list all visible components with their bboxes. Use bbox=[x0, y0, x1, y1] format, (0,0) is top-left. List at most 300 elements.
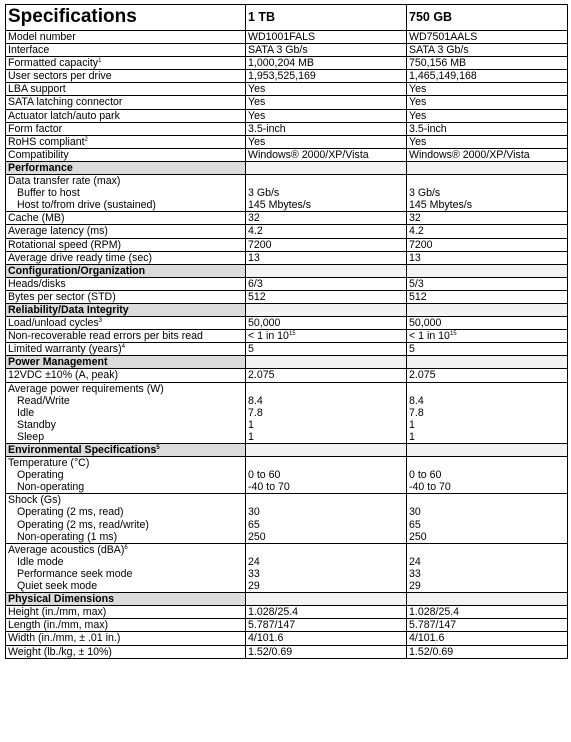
spec-value-text: Yes bbox=[248, 135, 266, 148]
section-heading-text: Performance bbox=[8, 161, 73, 174]
table-row bbox=[6, 251, 568, 264]
value-750gb-cell bbox=[407, 290, 568, 303]
spec-label-cell bbox=[6, 225, 246, 238]
spec-value bbox=[248, 431, 404, 443]
spec-value-text: 6/3 bbox=[248, 277, 263, 290]
spec-sublabel bbox=[8, 506, 243, 518]
section-blank-cell bbox=[246, 444, 407, 457]
spec-label-cell bbox=[6, 632, 246, 645]
table-row bbox=[6, 83, 568, 96]
table-row bbox=[6, 225, 568, 238]
spec-label bbox=[8, 494, 243, 506]
spec-label-text: RoHS compliant bbox=[8, 135, 85, 148]
spec-value-text: 50,000 bbox=[409, 317, 442, 330]
spec-value-text: Yes bbox=[248, 109, 266, 122]
spec-label bbox=[8, 136, 243, 148]
spec-label-cell bbox=[6, 645, 246, 658]
spec-value bbox=[409, 407, 565, 419]
value-750gb-cell bbox=[407, 606, 568, 619]
value-1tb-cell bbox=[246, 317, 407, 330]
spec-value bbox=[248, 57, 404, 69]
section-heading bbox=[6, 264, 246, 277]
spec-value bbox=[409, 646, 565, 658]
spec-value-text: 5.787/147 bbox=[248, 619, 296, 632]
column-header-750gb: 750 GB bbox=[407, 5, 568, 31]
value-750gb-cell bbox=[407, 317, 568, 330]
spec-sublabel bbox=[8, 481, 243, 493]
section-heading-text: Physical Dimensions bbox=[8, 593, 114, 606]
value-750gb-cell bbox=[407, 122, 568, 135]
spec-value-text: 0 to 60 bbox=[409, 469, 442, 482]
spec-label-text: Temperature (°C) bbox=[8, 457, 90, 470]
spec-value bbox=[409, 457, 565, 469]
spec-label-cell bbox=[6, 317, 246, 330]
spec-value bbox=[248, 239, 404, 251]
table-row bbox=[6, 619, 568, 632]
spec-label-cell bbox=[6, 251, 246, 264]
spec-label bbox=[8, 383, 243, 395]
spec-label-text: 12VDC ±10% (A, peak) bbox=[8, 369, 119, 382]
spec-label-cell bbox=[6, 543, 246, 592]
spec-value-text: 4.2 bbox=[409, 225, 424, 238]
section-blank-cell bbox=[407, 444, 568, 457]
value-750gb-cell bbox=[407, 135, 568, 148]
section-heading-text: Reliability/Data Integrity bbox=[8, 303, 129, 316]
value-1tb-cell bbox=[246, 175, 407, 212]
spec-label-cell bbox=[6, 277, 246, 290]
spec-value bbox=[409, 199, 565, 211]
spec-value-text: 5 bbox=[248, 343, 254, 356]
section-heading-text: Power Management bbox=[8, 356, 108, 369]
spec-value-text: 512 bbox=[248, 290, 266, 303]
spec-value bbox=[409, 568, 565, 580]
value-750gb-cell bbox=[407, 645, 568, 658]
value-1tb-cell bbox=[246, 31, 407, 44]
spec-label-text: SATA latching connector bbox=[8, 96, 123, 109]
spec-value-text: SATA 3 Gb/s bbox=[248, 44, 308, 57]
spec-label-text: Compatibility bbox=[8, 148, 69, 161]
value-750gb-cell bbox=[407, 330, 568, 343]
spec-label-text: Weight (lb./kg, ± 10%) bbox=[8, 645, 112, 658]
value-1tb-cell bbox=[246, 619, 407, 632]
table-row bbox=[6, 317, 568, 330]
spec-value-text: Yes bbox=[409, 109, 427, 122]
spec-value-text: 1 bbox=[248, 418, 254, 431]
table-row bbox=[6, 457, 568, 494]
spec-value bbox=[409, 31, 565, 43]
spec-label-text: Heads/disks bbox=[8, 277, 66, 290]
spec-value-text: 1.028/25.4 bbox=[409, 606, 460, 619]
value-1tb-cell bbox=[246, 382, 407, 443]
spec-value-text: 3 Gb/s bbox=[409, 187, 441, 200]
specifications-table bbox=[5, 4, 568, 659]
spec-value bbox=[248, 252, 404, 264]
spec-label-cell bbox=[6, 135, 246, 148]
value-750gb-cell bbox=[407, 382, 568, 443]
spec-value-text: WD7501AALS bbox=[409, 31, 478, 43]
value-1tb-cell bbox=[246, 148, 407, 161]
spec-value bbox=[409, 239, 565, 251]
value-750gb-cell bbox=[407, 70, 568, 83]
spec-value bbox=[248, 330, 404, 342]
spec-value-text: 65 bbox=[248, 518, 260, 531]
spec-value bbox=[248, 419, 404, 431]
value-1tb-cell bbox=[246, 330, 407, 343]
spec-value bbox=[409, 291, 565, 303]
value-1tb-cell bbox=[246, 645, 407, 658]
section-header-row bbox=[6, 264, 568, 277]
value-750gb-cell bbox=[407, 277, 568, 290]
table-row bbox=[6, 382, 568, 443]
spec-label-cell bbox=[6, 457, 246, 494]
value-750gb-cell bbox=[407, 109, 568, 122]
spec-value bbox=[248, 83, 404, 95]
spec-value-text: 5 bbox=[409, 343, 415, 356]
spec-value bbox=[409, 252, 565, 264]
table-row bbox=[6, 70, 568, 83]
spec-value bbox=[409, 330, 565, 342]
spec-label-text: Rotational speed (RPM) bbox=[8, 238, 122, 251]
spec-value bbox=[409, 212, 565, 224]
spec-value bbox=[409, 544, 565, 556]
table-row bbox=[6, 148, 568, 161]
spec-value-text: 1.52/0.69 bbox=[248, 645, 293, 658]
value-1tb-cell bbox=[246, 606, 407, 619]
spec-label bbox=[8, 606, 243, 618]
spec-label-cell bbox=[6, 109, 246, 122]
spec-value bbox=[409, 383, 565, 395]
spec-label bbox=[8, 175, 243, 187]
spec-value bbox=[248, 395, 404, 407]
spec-label bbox=[8, 457, 243, 469]
table-header-row bbox=[6, 5, 568, 31]
spec-value bbox=[248, 317, 404, 329]
spec-value-text: 1 bbox=[248, 430, 254, 443]
spec-value-text: 512 bbox=[409, 290, 427, 303]
value-1tb-cell bbox=[246, 135, 407, 148]
value-750gb-cell bbox=[407, 96, 568, 109]
spec-label-cell bbox=[6, 343, 246, 356]
spec-sublabel bbox=[8, 519, 243, 531]
spec-label-text: Operating bbox=[17, 469, 64, 482]
spec-sublabel bbox=[8, 199, 243, 211]
spec-value bbox=[409, 556, 565, 568]
table-row bbox=[6, 606, 568, 619]
spec-label-text: Average power requirements (W) bbox=[8, 382, 164, 395]
table-row bbox=[6, 543, 568, 592]
value-1tb-cell bbox=[246, 96, 407, 109]
spec-label-text: Model number bbox=[8, 31, 76, 43]
spec-label-text: Non-recoverable read errors per bits read bbox=[8, 330, 203, 343]
spec-label bbox=[8, 317, 243, 329]
section-blank-cell bbox=[246, 356, 407, 369]
spec-label bbox=[8, 83, 243, 95]
spec-value bbox=[248, 96, 404, 108]
value-750gb-cell bbox=[407, 619, 568, 632]
value-750gb-cell bbox=[407, 31, 568, 44]
footnote-marker: 6 bbox=[124, 544, 128, 551]
spec-label-text: Host to/from drive (sustained) bbox=[17, 199, 156, 212]
spec-value-text: 5.787/147 bbox=[409, 619, 457, 632]
spec-label-text: Average drive ready time (sec) bbox=[8, 251, 153, 264]
spec-value-text: 13 bbox=[248, 251, 260, 264]
spec-value bbox=[409, 44, 565, 56]
section-blank-cell bbox=[246, 303, 407, 316]
spec-value bbox=[248, 383, 404, 395]
spec-value bbox=[248, 136, 404, 148]
table-row bbox=[6, 44, 568, 57]
spec-label bbox=[8, 31, 243, 43]
spec-value bbox=[248, 199, 404, 211]
table-row bbox=[6, 277, 568, 290]
spec-value bbox=[409, 175, 565, 187]
value-1tb-cell bbox=[246, 543, 407, 592]
section-heading bbox=[6, 161, 246, 174]
spec-value-text: 50,000 bbox=[248, 317, 281, 330]
spec-value-text: 1,465,149,168 bbox=[409, 70, 477, 83]
value-1tb-cell bbox=[246, 212, 407, 225]
value-1tb-cell bbox=[246, 57, 407, 70]
spec-label bbox=[8, 632, 243, 644]
spec-label bbox=[8, 149, 243, 161]
section-heading bbox=[6, 303, 246, 316]
spec-label-cell bbox=[6, 212, 246, 225]
table-row bbox=[6, 238, 568, 251]
spec-label-text: User sectors per drive bbox=[8, 70, 112, 83]
value-750gb-cell bbox=[407, 83, 568, 96]
spec-label bbox=[8, 291, 243, 303]
spec-value bbox=[248, 123, 404, 135]
value-1tb-cell bbox=[246, 277, 407, 290]
spec-value-text: 13 bbox=[409, 251, 421, 264]
table-row bbox=[6, 343, 568, 356]
spec-label-cell bbox=[6, 382, 246, 443]
value-750gb-cell bbox=[407, 369, 568, 382]
spec-value-text: -40 to 70 bbox=[409, 481, 451, 494]
spec-value bbox=[248, 212, 404, 224]
spec-label bbox=[8, 70, 243, 82]
spec-value-text: < 1 in 10 bbox=[248, 330, 289, 343]
spec-value-text: 750,156 MB bbox=[409, 57, 467, 70]
spec-sublabel bbox=[8, 419, 243, 431]
spec-value-text: 7.8 bbox=[248, 406, 263, 419]
spec-sublabel bbox=[8, 407, 243, 419]
spec-value bbox=[248, 369, 404, 381]
spec-value-text: 1,953,525,169 bbox=[248, 70, 316, 83]
spec-value bbox=[248, 175, 404, 187]
spec-value bbox=[409, 469, 565, 481]
spec-value bbox=[248, 110, 404, 122]
spec-value-text: 4.2 bbox=[248, 225, 263, 238]
value-1tb-cell bbox=[246, 238, 407, 251]
spec-value bbox=[409, 580, 565, 592]
spec-label-cell bbox=[6, 175, 246, 212]
spec-value-text: 4/101.6 bbox=[409, 632, 445, 645]
value-750gb-cell bbox=[407, 44, 568, 57]
spec-label-text: Idle mode bbox=[17, 555, 64, 568]
spec-label-cell bbox=[6, 290, 246, 303]
section-blank-cell bbox=[407, 161, 568, 174]
exponent-marker: 15 bbox=[449, 331, 457, 338]
spec-label-text: Formatted capacity bbox=[8, 57, 99, 70]
spec-value-text: 65 bbox=[409, 518, 421, 531]
section-blank-cell bbox=[407, 356, 568, 369]
spec-sublabel bbox=[8, 431, 243, 443]
spec-sublabel bbox=[8, 556, 243, 568]
spec-value-text: 4/101.6 bbox=[248, 632, 284, 645]
spec-value-text: 5/3 bbox=[409, 277, 424, 290]
value-1tb-cell bbox=[246, 343, 407, 356]
column-header-1tb: 1 TB bbox=[246, 5, 407, 31]
spec-label-text: Average latency (ms) bbox=[8, 225, 108, 238]
spec-sublabel bbox=[8, 568, 243, 580]
value-750gb-cell bbox=[407, 494, 568, 543]
value-1tb-cell bbox=[246, 225, 407, 238]
section-blank-cell bbox=[407, 593, 568, 606]
footnote-marker: 5 bbox=[156, 445, 160, 451]
spec-label-cell bbox=[6, 57, 246, 70]
table-row bbox=[6, 369, 568, 382]
value-1tb-cell bbox=[246, 44, 407, 57]
spec-value-text: 250 bbox=[248, 530, 266, 543]
spec-value-text: 8.4 bbox=[248, 394, 263, 407]
spec-label-cell bbox=[6, 369, 246, 382]
spec-value bbox=[409, 136, 565, 148]
spec-value-text: WD1001FALS bbox=[248, 31, 316, 43]
spec-label-text: Standby bbox=[17, 418, 56, 431]
section-header-row bbox=[6, 593, 568, 606]
value-1tb-cell bbox=[246, 109, 407, 122]
spec-value-text: 1.52/0.69 bbox=[409, 645, 454, 658]
spec-label-text: Limited warranty (years) bbox=[8, 343, 122, 356]
spec-value bbox=[248, 568, 404, 580]
spec-label-text: LBA support bbox=[8, 83, 66, 96]
spec-label bbox=[8, 330, 243, 342]
table-row bbox=[6, 122, 568, 135]
spec-value bbox=[248, 531, 404, 543]
spec-value-text: 145 Mbytes/s bbox=[248, 199, 312, 212]
table-row bbox=[6, 212, 568, 225]
value-750gb-cell bbox=[407, 175, 568, 212]
spec-value-text: Yes bbox=[409, 135, 427, 148]
spec-label-text: Operating (2 ms, read) bbox=[17, 506, 124, 519]
spec-label-text: Average acoustics (dBA) bbox=[8, 543, 125, 556]
spec-sublabel bbox=[8, 580, 243, 592]
value-1tb-cell bbox=[246, 369, 407, 382]
spec-value-text: 32 bbox=[248, 212, 260, 225]
section-heading-text: Environmental Specifications bbox=[8, 444, 157, 456]
spec-label-text: Idle bbox=[17, 406, 35, 419]
spec-sublabel bbox=[8, 187, 243, 199]
specifications-body bbox=[6, 5, 568, 659]
spec-label-cell bbox=[6, 606, 246, 619]
spec-label bbox=[8, 544, 243, 556]
spec-value-text: 1 bbox=[409, 418, 415, 431]
spec-value bbox=[248, 544, 404, 556]
spec-label-text: Sleep bbox=[17, 430, 45, 443]
spec-value bbox=[248, 407, 404, 419]
spec-label-text: Operating (2 ms, read/write) bbox=[17, 518, 149, 531]
value-1tb-cell bbox=[246, 70, 407, 83]
spec-value bbox=[248, 619, 404, 631]
spec-value bbox=[248, 646, 404, 658]
spec-value bbox=[409, 110, 565, 122]
spec-value-text: 1.028/25.4 bbox=[248, 606, 299, 619]
spec-value bbox=[409, 225, 565, 237]
section-heading bbox=[6, 356, 246, 369]
spec-label-text: Shock (Gs) bbox=[8, 494, 61, 507]
spec-value bbox=[248, 606, 404, 618]
spec-label-text: Non-operating (1 ms) bbox=[17, 530, 118, 543]
section-blank-cell bbox=[246, 264, 407, 277]
spec-value-text: Yes bbox=[248, 83, 266, 96]
spec-value-text: SATA 3 Gb/s bbox=[409, 44, 469, 57]
section-header-row bbox=[6, 444, 568, 457]
spec-value bbox=[248, 556, 404, 568]
table-row bbox=[6, 645, 568, 658]
spec-label-cell bbox=[6, 83, 246, 96]
spec-value-text: < 1 in 10 bbox=[409, 330, 450, 343]
spec-value bbox=[248, 632, 404, 644]
spec-value-text: 33 bbox=[409, 567, 421, 580]
spec-label-text: Performance seek mode bbox=[17, 567, 133, 580]
spec-value bbox=[248, 70, 404, 82]
spec-value-text: 24 bbox=[248, 555, 260, 568]
spec-label-cell bbox=[6, 238, 246, 251]
spec-label-text: Actuator latch/auto park bbox=[8, 109, 120, 122]
value-750gb-cell bbox=[407, 57, 568, 70]
spec-label-text: Buffer to host bbox=[17, 187, 80, 200]
table-row bbox=[6, 31, 568, 44]
spec-value-text: 2.075 bbox=[248, 369, 275, 382]
spec-value-text: 30 bbox=[248, 506, 260, 519]
value-1tb-cell bbox=[246, 122, 407, 135]
spec-value bbox=[409, 531, 565, 543]
spec-value bbox=[409, 619, 565, 631]
spec-value bbox=[248, 519, 404, 531]
spec-value-text: 29 bbox=[248, 580, 260, 593]
spec-value-text: 3 Gb/s bbox=[248, 187, 280, 200]
value-750gb-cell bbox=[407, 543, 568, 592]
spec-label-cell bbox=[6, 494, 246, 543]
spec-value bbox=[409, 83, 565, 95]
page-title: Specifications bbox=[6, 5, 246, 31]
spec-value bbox=[409, 369, 565, 381]
value-1tb-cell bbox=[246, 290, 407, 303]
section-blank-cell bbox=[246, 593, 407, 606]
footnote-marker: 3 bbox=[98, 318, 103, 325]
value-750gb-cell bbox=[407, 238, 568, 251]
spec-label bbox=[8, 110, 243, 122]
table-row bbox=[6, 135, 568, 148]
spec-label-cell bbox=[6, 330, 246, 343]
spec-value bbox=[248, 149, 404, 161]
spec-value-text: 3.5-inch bbox=[409, 122, 447, 135]
spec-value bbox=[248, 291, 404, 303]
spec-label-cell bbox=[6, 31, 246, 44]
spec-value-text: 32 bbox=[409, 212, 421, 225]
spec-label-text: Data transfer rate (max) bbox=[8, 175, 121, 188]
spec-value bbox=[409, 431, 565, 443]
spec-value-text: 1 bbox=[409, 430, 415, 443]
spec-value bbox=[248, 481, 404, 493]
value-1tb-cell bbox=[246, 632, 407, 645]
spec-value bbox=[409, 70, 565, 82]
value-750gb-cell bbox=[407, 632, 568, 645]
spec-value bbox=[248, 278, 404, 290]
spec-value-text: Windows® 2000/XP/Vista bbox=[409, 148, 530, 161]
spec-value-text: 7200 bbox=[409, 238, 433, 251]
